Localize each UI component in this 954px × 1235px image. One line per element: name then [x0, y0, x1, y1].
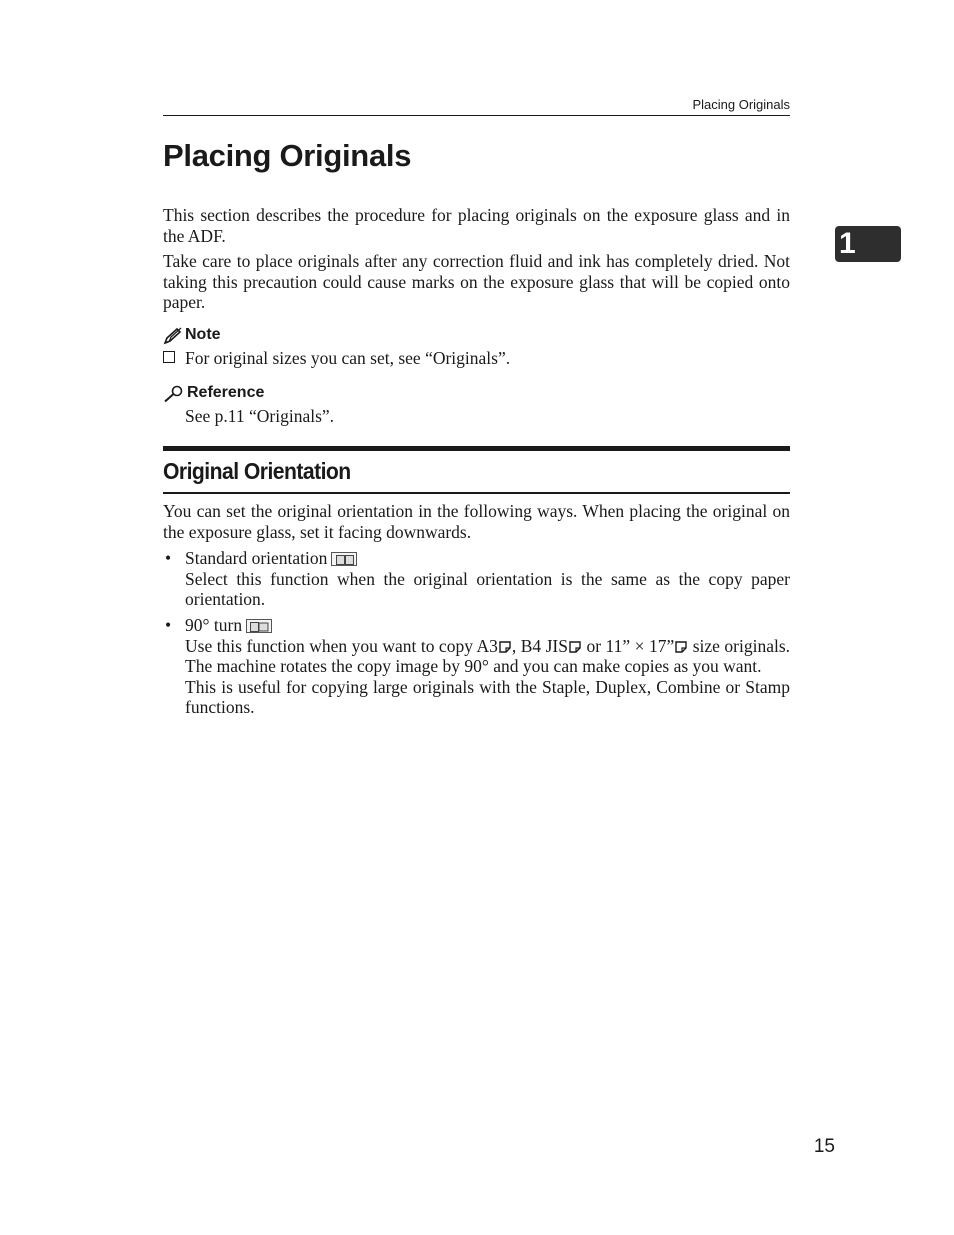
- bullet-90-turn: [163, 615, 790, 718]
- note-item-text: For original sizes you can set, see “Originals”.: [185, 348, 511, 368]
- landscape-paper-icon: [499, 641, 511, 653]
- pencil-icon: [163, 327, 183, 345]
- turn-90-icon: [246, 619, 272, 633]
- intro-paragraph-2: Take care to place originals after any correction fluid and ink has completely dried. Not taking this precaution could cause marks on the exposure glass that will be copied onto paper.: [163, 251, 790, 312]
- note-item: [163, 348, 510, 369]
- section-bottom-rule: [163, 492, 790, 494]
- section-intro-block: [163, 501, 790, 542]
- bullet-label: 90° turn: [185, 615, 243, 635]
- note-heading: [163, 325, 221, 345]
- bullet-label: Standard orientation: [185, 548, 328, 568]
- standard-orientation-icon: [331, 552, 357, 566]
- bullet-standard-orientation: [163, 548, 790, 610]
- header-rule: [163, 115, 790, 116]
- bullet-description: Use this function when you want to copy A3 , B4 JIS or 11” × 17” size originals. The machine rotates the copy image by 90° and you can make copies as you want.: [185, 635, 791, 676]
- bullet-dot: •: [165, 615, 172, 635]
- intro-paragraph-1: This section describes the procedure for placing originals on the exposure glass and in the ADF.: [163, 205, 790, 246]
- note-heading-label: Note: [185, 326, 221, 343]
- reference-text: See p.11 “Originals”.: [185, 406, 335, 426]
- section-title: Original Orientation: [163, 458, 351, 484]
- page-number: 15: [813, 1136, 835, 1157]
- reference-heading: [163, 383, 264, 403]
- bullet-description: Select this function when the original orientation is the same as the copy paper orientation.: [185, 568, 790, 609]
- chapter-tab: 1: [835, 226, 901, 262]
- bullet-dot: •: [165, 548, 172, 568]
- landscape-paper-icon: [569, 641, 581, 653]
- running-header: Placing Originals: [692, 97, 790, 112]
- bullet-description-2: This is useful for copying large originals with the Staple, Duplex, Combine or Stamp functions.: [185, 676, 790, 717]
- reference-heading-label: Reference: [187, 384, 265, 401]
- page-title: Placing Originals: [163, 138, 412, 173]
- section-top-rule: [163, 446, 790, 451]
- magnifier-icon: [163, 385, 185, 403]
- landscape-paper-icon: [675, 641, 687, 653]
- intro-block: [163, 205, 790, 313]
- checkbox-icon: [163, 351, 175, 363]
- section-intro: You can set the original orientation in the following ways. When placing the original on the exposure glass, set it facing downwards.: [163, 501, 790, 542]
